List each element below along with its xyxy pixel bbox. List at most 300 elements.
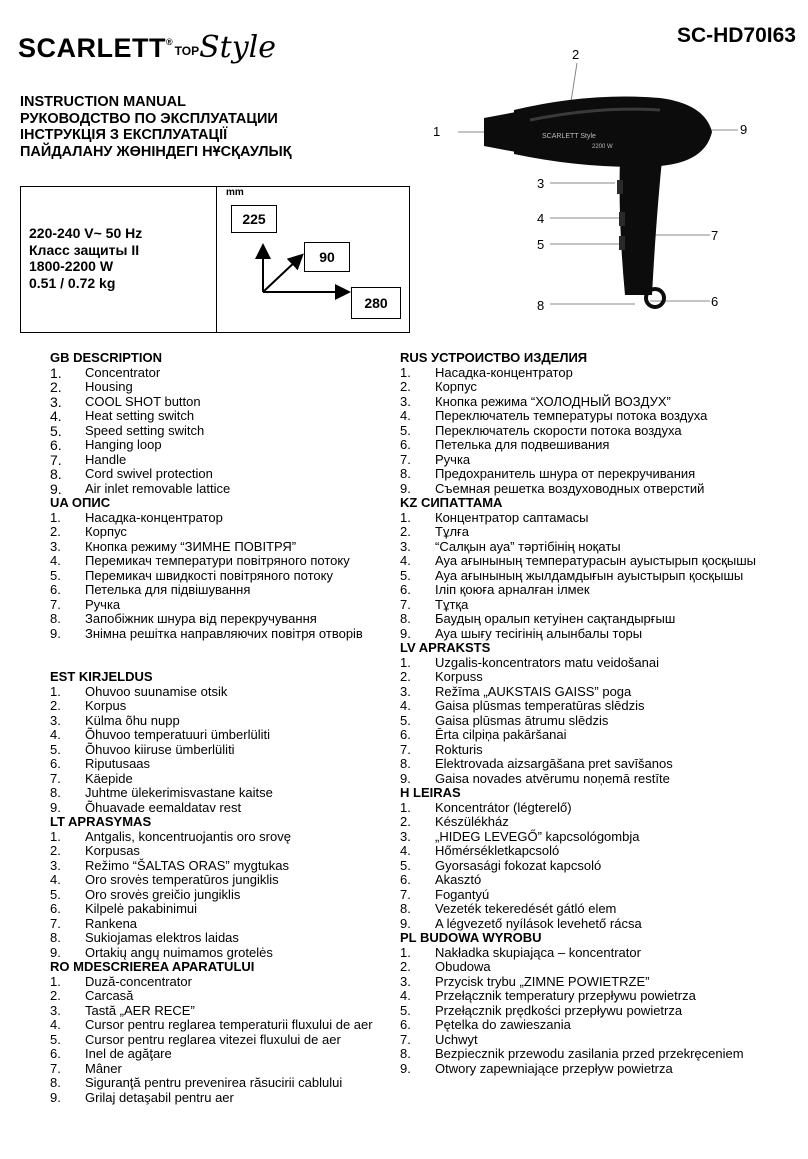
list-number: 2. [50, 843, 61, 858]
list-item-text: Hőmérsékletkapcsoló [435, 843, 560, 858]
list-item [50, 830, 395, 845]
list-item [400, 656, 800, 671]
list-item [50, 1047, 395, 1062]
list-item-text: Elektrovada aizsargāšana pret savīšanos [435, 756, 673, 771]
list-number: 5. [400, 422, 411, 438]
list-number: 8. [400, 1046, 411, 1061]
list-item-text: Riputusaas [85, 756, 151, 771]
list-item-text: Перемикач температури повітряного потоку [85, 553, 350, 568]
list-item-text: Przełącznik prędkości przepływu powietrza [435, 1002, 683, 1018]
list-number: 4. [400, 988, 411, 1003]
spec-voltage: 220-240 V~ 50 Hz [29, 225, 143, 241]
list-number: 4. [50, 1017, 61, 1032]
list-item [50, 844, 395, 859]
list-number: 3. [50, 1002, 61, 1018]
list-item [400, 598, 800, 613]
section-gap [50, 656, 395, 671]
list-item-text: Ручка [85, 596, 121, 612]
list-item [50, 482, 395, 497]
list-item [50, 888, 395, 903]
list-item-text: Gaisa plūsmas ātrumu slēdzis [435, 712, 609, 728]
list-number: 7. [400, 741, 411, 757]
list-item-text: Ortakių angų nuimamos grotelės [85, 944, 273, 960]
list-number: 5. [400, 857, 411, 873]
list-number: 6. [400, 872, 411, 887]
list-item-text: Fogantyú [435, 886, 490, 902]
list-item [400, 801, 800, 816]
list-item [400, 540, 800, 555]
list-item [400, 815, 800, 830]
product-diagram [420, 40, 805, 330]
list-item-text: Kilpelė pakabinimui [85, 901, 198, 916]
list-item-text: Ауа ағынының температурасын ауыстырып қосқышы [435, 553, 757, 568]
list-item [400, 960, 800, 975]
list-number: 7. [400, 1031, 411, 1047]
list-item [400, 989, 800, 1004]
list-item-text: Antgalis, koncentruojantis oro srovę [85, 828, 291, 844]
callout-6: 6 [711, 294, 719, 309]
list-item-text: Pętelka do zawieszania [435, 1017, 571, 1032]
list-item-text: Przycisk trybu „ZIMNE POWIETRZE” [435, 973, 650, 989]
list-item [50, 554, 395, 569]
list-number: 6. [50, 756, 61, 771]
list-item [50, 395, 395, 410]
section-gap [50, 641, 395, 656]
list-item [400, 859, 800, 874]
list-item [50, 569, 395, 584]
callout-8: 8 [537, 298, 545, 313]
list-item [400, 917, 800, 932]
list-item-text: Käepide [85, 770, 133, 786]
list-number: 8. [50, 466, 62, 482]
brand-top: TOP [174, 44, 200, 58]
dryer-wattage-text: 2200 W [592, 144, 613, 150]
description-column-left [50, 351, 395, 1105]
list-number: 7. [50, 1060, 61, 1076]
list-number: 9. [50, 480, 62, 497]
list-item [50, 438, 395, 453]
list-number: 4. [50, 408, 62, 424]
list-item [50, 859, 395, 874]
list-number: 6. [50, 437, 62, 453]
list-item [400, 699, 800, 714]
list-item-text: Ауа ағынының жылдамдығын ауыстырып қосқышы [435, 567, 744, 583]
list-item-text: Handle [85, 451, 127, 467]
list-item [50, 1004, 395, 1019]
callout-2: 2 [572, 47, 580, 62]
list-number: 1. [400, 509, 411, 525]
brand-style: Style [199, 30, 276, 65]
section-title-lv: LV APRAKSTS [400, 640, 491, 655]
list-item-text: Rokturis [435, 741, 483, 757]
list-number: 6. [400, 437, 411, 452]
list-number: 3. [50, 857, 61, 873]
list-item [400, 1004, 800, 1019]
list-item [400, 424, 800, 439]
section-title-rus: RUS УСТРОИСТВО ИЗДЕЛИЯ [400, 350, 588, 365]
list-item-text: Korpus [85, 698, 127, 713]
list-number: 4. [400, 843, 411, 858]
list-item [400, 1047, 800, 1062]
list-item [400, 902, 800, 917]
list-number: 5. [50, 741, 61, 757]
list-number: 9. [50, 1089, 61, 1105]
list-item-text: Mâner [85, 1060, 122, 1076]
list-number: 9. [400, 1060, 411, 1076]
list-item [400, 438, 800, 453]
list-item [50, 467, 395, 482]
list-number: 5. [400, 1002, 411, 1018]
list-item-text: Запобіжник шнура від перекручування [85, 611, 317, 626]
list-number: 8. [50, 1075, 61, 1090]
title-ua: ІНСТРУКЦІЯ З ЕКСПЛУАТАЦІЇ [20, 127, 228, 143]
list-item-text: Tastă „AER RECE” [85, 1002, 195, 1018]
list-item [50, 1018, 395, 1033]
list-item-text: Režimo “ŠALTAS ORAS” mygtukas [85, 857, 289, 873]
list-item-text: Gaisa plūsmas temperatūras slēdzis [435, 698, 645, 713]
list-item-text: Siguranţă pentru prevenirea răsucirii cablului [85, 1075, 343, 1090]
list-item-text: Przełącznik temperatury przepływu powietrza [435, 988, 696, 1003]
list-item [400, 1033, 800, 1048]
list-number: 5. [400, 567, 411, 583]
list-item-text: Корпус [435, 379, 477, 394]
list-item [50, 583, 395, 598]
dimension-unit: mm [226, 187, 244, 198]
list-number: 7. [50, 451, 62, 468]
list-item-text: Housing [85, 379, 133, 394]
list-item [400, 743, 800, 758]
list-item [50, 902, 395, 917]
list-item [50, 1091, 395, 1106]
list-number: 2. [50, 988, 61, 1003]
list-item [400, 395, 800, 410]
list-item-text: Oro srovės temperatūros jungiklis [85, 872, 279, 887]
list-number: 8. [50, 930, 61, 945]
list-number: 9. [50, 944, 61, 960]
description-column-right [400, 351, 800, 1076]
list-number: 6. [50, 901, 61, 916]
list-number: 3. [400, 538, 411, 554]
list-item-text: Carcasă [85, 988, 134, 1003]
list-item-text: Concentrator [85, 364, 161, 380]
list-item [400, 946, 800, 961]
list-item-text: Akasztó [435, 872, 482, 887]
list-item-text: Іліп қоюға арналған ілмек [435, 582, 590, 597]
list-number: 9. [400, 480, 411, 496]
list-item [50, 627, 395, 642]
list-item [400, 757, 800, 772]
list-item [400, 467, 800, 482]
list-item [50, 757, 395, 772]
list-item [50, 917, 395, 932]
list-item-text: Ауа шығу тесігінің алынбалы торы [435, 625, 643, 641]
list-number: 1. [400, 799, 411, 815]
title-kz: ПАЙДАЛАНУ ЖӨНІНДЕГІ НҰСҚАУЛЫҚ [20, 143, 292, 160]
list-item [50, 453, 395, 468]
list-item-text: Cursor pentru reglarea vitezei fluxului de aer [85, 1031, 341, 1047]
list-item-text: Uchwyt [435, 1031, 478, 1047]
list-item-text: Петелька для подвешивания [435, 437, 610, 452]
dryer-body-text: SCARLETT Style [542, 133, 596, 140]
list-number: 5. [50, 422, 62, 439]
section-title-ro: RO MDESCRIEREA APARATULUI [50, 959, 255, 974]
list-number: 7. [400, 886, 411, 902]
list-number: 8. [50, 611, 61, 626]
dimension-arrows-icon [21, 187, 409, 332]
section-title-ua: UA ОПИС [50, 495, 111, 510]
dimension-height: 225 [231, 205, 277, 233]
list-item [400, 888, 800, 903]
list-item [400, 670, 800, 685]
list-item-text: Készülékház [435, 814, 509, 829]
list-item-text: Õhuvoo temperatuuri ümberlüliti [85, 727, 270, 742]
list-item-text: Korpuss [435, 669, 483, 684]
list-item-text: Hanging loop [85, 437, 162, 452]
list-number: 6. [50, 582, 61, 597]
hair-dryer-icon [420, 40, 805, 330]
list-item-text: Koncentrátor (légterelő) [435, 799, 572, 815]
list-item [50, 873, 395, 888]
list-number: 4. [50, 727, 61, 742]
list-item-text: Otwory zapewniające przepływ powietrza [435, 1060, 673, 1076]
list-number: 3. [400, 973, 411, 989]
list-number: 2. [50, 379, 62, 395]
list-item-text: „HIDEG LEVEGŐ” kapcsológombja [435, 828, 640, 844]
list-item [50, 598, 395, 613]
list-item [50, 525, 395, 540]
list-item [50, 931, 395, 946]
list-item [50, 975, 395, 990]
section-title-gb: GB DESCRIPTION [50, 350, 162, 365]
list-item-text: Oro srovės greičio jungiklis [85, 886, 241, 902]
list-number: 7. [50, 770, 61, 786]
callout-3: 3 [537, 176, 545, 191]
list-item [50, 380, 395, 395]
list-item [400, 685, 800, 700]
list-item-text: Gaisa novades atvērumu noņemā restīte [435, 770, 670, 786]
list-number: 3. [50, 393, 62, 410]
list-item [400, 482, 800, 497]
list-item: 4. Ауа ағынының температурасын ауыстырып қосқышы [400, 553, 757, 568]
list-item [400, 1062, 800, 1077]
list-item [50, 540, 395, 555]
list-item-text: Cord swivel protection [85, 466, 213, 481]
section-title-est: EST KIRJELDUS [50, 669, 153, 684]
list-number: 5. [400, 712, 411, 728]
list-item-text: Obudowa [435, 959, 491, 974]
list-number: 8. [400, 611, 411, 626]
list-item-text: Rankena [85, 915, 138, 931]
list-number: 8. [400, 466, 411, 481]
list-item-text: Vezeték tekeredését gátló elem [435, 901, 617, 916]
list-item-text: Перемикач швидкості повітряного потоку [85, 567, 333, 583]
list-number: 7. [400, 451, 411, 467]
title-ru: РУКОВОДСТВО ПО ЭКСПЛУАТАЦИИ [20, 110, 278, 127]
list-item-text: Тұтқа [435, 596, 469, 612]
list-item [400, 366, 800, 381]
model-number: SC-HD70I63 [676, 24, 796, 47]
list-item [50, 1076, 395, 1091]
callout-4: 4 [537, 211, 545, 226]
title-en: INSTRUCTION MANUAL [20, 94, 186, 110]
list-item-text: Õhuavade eemaldatav rest [85, 799, 242, 815]
list-item [400, 453, 800, 468]
list-number: 4. [400, 408, 411, 423]
manual-titles [20, 94, 292, 160]
list-number: 9. [50, 799, 61, 815]
list-item-text: Ohuvoo suunamise otsik [85, 683, 228, 699]
list-item-text: Air inlet removable lattice [85, 480, 231, 496]
list-number: 3. [400, 683, 411, 699]
list-item [50, 366, 395, 381]
list-item-text: Nakładka skupiająca – koncentrator [435, 944, 641, 960]
list-number: 7. [400, 596, 411, 612]
list-item [400, 830, 800, 845]
list-number: 2. [400, 669, 411, 684]
list-item [400, 525, 800, 540]
list-item-text: Знімна решітка направляючих повітря отворів [85, 625, 363, 641]
list-item [50, 685, 395, 700]
list-number: 4. [50, 872, 61, 887]
list-item [400, 511, 800, 526]
list-item [400, 583, 800, 598]
list-item [400, 772, 800, 787]
list-number: 2. [400, 379, 411, 394]
list-item [50, 511, 395, 526]
list-number: 2. [400, 814, 411, 829]
list-item [50, 699, 395, 714]
list-number: 6. [50, 1046, 61, 1061]
list-item [400, 714, 800, 729]
list-number: 8. [400, 756, 411, 771]
brand-logo [18, 30, 276, 65]
list-item [400, 873, 800, 888]
list-number: 3. [400, 828, 411, 844]
list-item-text: Duză-concentrator [85, 973, 192, 989]
callout-1: 1 [433, 124, 441, 139]
list-item-text: Heat setting switch [85, 408, 195, 423]
list-number: 7. [50, 915, 61, 931]
list-item [50, 946, 395, 961]
list-item [50, 772, 395, 787]
list-number: 1. [50, 828, 61, 844]
list-number: 6. [400, 1017, 411, 1032]
list-item-text: Juhtme ülekerimisvastane kaitse [85, 785, 273, 800]
list-item-text: “Салқын ауа” тәртібінің ноқаты [435, 538, 621, 554]
list-item-text: A légvezető nyílások levehető rácsa [435, 915, 642, 931]
list-item-text: Кнопка режима “ХОЛОДНЫЙ ВОЗДУХ” [435, 393, 671, 409]
dimension-length: 280 [351, 287, 401, 319]
list-item [50, 728, 395, 743]
list-number: 3. [50, 712, 61, 728]
list-number: 9. [400, 770, 411, 786]
list-number: 1. [50, 683, 61, 699]
list-number: 5. [50, 567, 61, 583]
list-number: 2. [400, 524, 411, 539]
list-item-text: Grilaj detaşabil pentru aer [85, 1089, 234, 1105]
callout-9: 9 [740, 122, 748, 137]
list-number: 3. [400, 393, 411, 409]
list-number: 1. [400, 654, 411, 670]
list-item-text: Баудың оралып кетуінен сақтандырғыш [435, 611, 676, 626]
list-number: 6. [400, 582, 411, 597]
list-item [400, 627, 800, 642]
list-item [50, 612, 395, 627]
list-number: 1. [400, 364, 411, 380]
list-item [400, 1018, 800, 1033]
section-title-kz: KZ СИПАТТАМА [400, 495, 503, 510]
list-item [50, 801, 395, 816]
list-number: 2. [400, 959, 411, 974]
list-number: 8. [400, 901, 411, 916]
list-item [400, 975, 800, 990]
spec-weight: 0.51 / 0.72 kg [29, 274, 116, 291]
list-item-text: Насадка-концентратор [85, 509, 223, 525]
list-item-text: Кнопка режиму “ЗИМНЕ ПОВІТРЯ” [85, 538, 297, 554]
list-item [400, 569, 800, 584]
list-number: 1. [400, 944, 411, 960]
list-item-text: Ērta cilpiņa pakāršanai [435, 727, 567, 742]
list-number: 1. [50, 973, 61, 989]
list-item [400, 409, 800, 424]
list-item-text: COOL SHOT button [85, 393, 201, 409]
list-item-text: Korpusas [85, 843, 140, 858]
spec-power: 1800-2200 W [29, 258, 114, 274]
list-item [50, 1062, 395, 1077]
list-item-text: Uzgalis-koncentrators matu veidošanai [435, 654, 659, 670]
brand-registered-mark: ® [166, 37, 173, 47]
list-item [50, 409, 395, 424]
brand-name: SCARLETT [18, 33, 166, 63]
list-item [50, 989, 395, 1004]
list-item [50, 714, 395, 729]
dimension-width: 90 [304, 242, 350, 272]
list-item-text: Cursor pentru reglarea temperaturii fluxului de aer [85, 1017, 373, 1032]
list-item-text: Петелька для підвішування [85, 582, 251, 597]
list-item-text: Õhuvoo kiiruse ümberlüliti [85, 741, 235, 757]
list-item [50, 424, 395, 439]
list-item-text: Inel de agăţare [85, 1046, 172, 1061]
list-number: 4. [400, 698, 411, 713]
list-item-text: Тұлға [435, 524, 469, 539]
list-item-text: Предохранитель шнура от перекручивания [435, 466, 696, 481]
list-item-text: Корпус [85, 524, 127, 539]
list-item-text: Külma õhu nupp [85, 712, 180, 728]
list-item [400, 612, 800, 627]
list-item-text: Ручка [435, 451, 471, 467]
list-number: 8. [50, 785, 61, 800]
list-number: 5. [50, 1031, 61, 1047]
list-item-text: Съемная решетка воздуховодных отверстий [435, 480, 705, 496]
list-number: 5. [50, 886, 61, 902]
spec-box [20, 186, 410, 333]
list-item-text: Насадка-концентратор [435, 364, 573, 380]
list-item-text: Sukiojamas elektros laidas [85, 930, 239, 945]
list-item [400, 380, 800, 395]
list-item-text: Režīma „AUKSTAIS GAISS” poga [435, 683, 632, 699]
list-number: 9. [400, 625, 411, 641]
callout-5: 5 [537, 237, 545, 252]
list-number: 2. [50, 524, 61, 539]
list-item-text: Speed setting switch [85, 422, 205, 438]
list-item [50, 786, 395, 801]
list-number: 1. [50, 364, 62, 381]
list-number: 6. [400, 727, 411, 742]
list-item-text: Переключатель температуры потока воздуха [435, 408, 708, 423]
section-title-pl: PL BUDOWA WYROBU [400, 930, 542, 945]
list-item-text: Gyorsasági fokozat kapcsoló [435, 857, 602, 873]
section-title-lt: LT APRASYMAS [50, 814, 152, 829]
